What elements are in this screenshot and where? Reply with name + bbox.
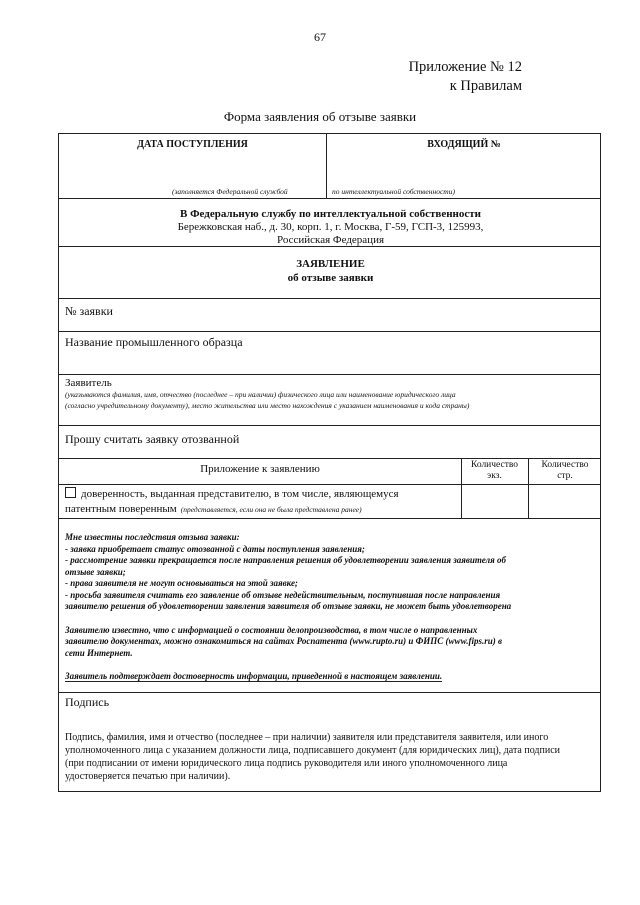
divider bbox=[59, 692, 600, 693]
signature-instructions-line-4: удостоверяется печатью при наличии). bbox=[65, 771, 231, 782]
design-name-field[interactable]: Название промышленного образца bbox=[65, 335, 243, 349]
date-received-label: ДАТА ПОСТУПЛЕНИЯ bbox=[137, 139, 248, 150]
attachment-item-line-2: патентным поверенным bbox=[65, 503, 177, 515]
notice-bullet-2b: отзыве заявки; bbox=[65, 566, 126, 577]
divider bbox=[59, 425, 600, 426]
statement-subtitle: об отзыве заявки bbox=[287, 272, 374, 284]
notice-bullet-4a: - просьба заявителя считать его заявление об отзыве недействительным, поступившая после направления bbox=[65, 589, 501, 600]
consequences-notice bbox=[65, 532, 597, 683]
divider bbox=[59, 518, 600, 519]
addressee-address-line-2: Российская Федерация bbox=[276, 234, 385, 246]
appendix-line-1: Приложение № 12 bbox=[408, 59, 522, 75]
application-number-field[interactable]: № заявки bbox=[65, 304, 113, 318]
form-title: Форма заявления об отзыве заявки bbox=[223, 109, 417, 124]
divider bbox=[59, 374, 600, 375]
attachment-item-note: (представляется, если она не была представлена ранее) bbox=[180, 505, 362, 514]
attachments-header: Приложение к заявлению bbox=[200, 463, 320, 475]
pages-header-line-2: стр. bbox=[557, 471, 573, 481]
notice-bullet-4b: заявителю решения об удовлетворении заявления заявителя об отзыве заявки, не может быть удовлетворена bbox=[65, 601, 512, 611]
notice-bullet-3: - права заявителя не могут основываться на этой заявке; bbox=[65, 578, 298, 588]
statement-title: ЗАЯВЛЕНИЕ bbox=[296, 258, 365, 270]
signature-instructions-line-2: уполномоченного лица с указанием должности лица, подписавшего документ (для юридических лиц), дата подписи bbox=[65, 745, 561, 756]
copies-header-line-1: Количество bbox=[470, 460, 519, 470]
divider bbox=[59, 484, 600, 485]
filled-by-note-left: (заполняется Федеральной службой bbox=[172, 187, 288, 196]
page-number: 67 bbox=[314, 30, 326, 44]
addressee-title: В Федеральную службу по интеллектуальной собственности bbox=[179, 208, 481, 220]
applicant-note-line-1: (указываются фамилия, имя, отчество (последнее – при наличии) физического лица или наименование юридического лица bbox=[65, 390, 456, 399]
signature-instructions-line-1: Подпись, фамилия, имя и отчество (последнее – при наличии) заявителя или представителя заявителя, или иного bbox=[65, 732, 549, 743]
notice-bullet-1: - заявка приобретает статус отозванной с даты поступления заявления; bbox=[65, 543, 365, 554]
divider bbox=[59, 198, 600, 199]
signature-label[interactable]: Подпись bbox=[65, 695, 110, 709]
notice-info-line-2: заявителю документах, можно ознакомиться на сайтах Роспатента (www.rupto.ru) и ФИПС (www.fips.ru) в bbox=[65, 636, 503, 646]
withdrawal-request: Прошу считать заявку отозванной bbox=[65, 432, 240, 446]
addressee-block bbox=[59, 208, 602, 247]
pages-column-header bbox=[528, 460, 602, 482]
appendix-reference bbox=[409, 58, 522, 96]
addressee-address-line-1: Бережковская наб., д. 30, корп. 1, г. Москва, Г-59, ГСП-3, 125993, bbox=[177, 221, 484, 233]
attachment-item-line-1: доверенность, выданная представителю, в том числе, являющемуся bbox=[81, 488, 399, 500]
power-of-attorney-checkbox[interactable] bbox=[65, 487, 76, 498]
notice-spacer bbox=[65, 659, 597, 671]
divider bbox=[59, 298, 600, 299]
copies-header-line-2: экз. bbox=[487, 471, 502, 481]
notice-info-line-1: Заявителю известно, что с информацией о состоянии делопроизводства, в том числе о направленных bbox=[65, 624, 478, 635]
copies-column-header bbox=[461, 460, 528, 482]
notice-info-line-3: сети Интернет. bbox=[65, 647, 133, 658]
filled-by-note-right: по интеллектуальной собственности) bbox=[332, 187, 455, 196]
notice-intro: Мне известны последствия отзыва заявки: bbox=[65, 532, 240, 542]
signature-instructions bbox=[65, 731, 599, 783]
attachment-item bbox=[65, 487, 461, 517]
notice-bullet-2a: - рассмотрение заявки прекращается после направления решения об удовлетворении заявления заявителя об bbox=[65, 555, 507, 565]
divider bbox=[59, 458, 600, 459]
applicant-note-line-2: (согласно учредительному документу), место жительства или место нахождения с указанием наименования и кода страны) bbox=[65, 401, 470, 410]
pages-header-line-1: Количество bbox=[541, 460, 589, 470]
applicant-field[interactable]: Заявитель bbox=[65, 377, 112, 389]
applicant-block bbox=[65, 378, 469, 411]
application-form bbox=[58, 133, 601, 792]
incoming-number-label: ВХОДЯЩИЙ № bbox=[427, 139, 501, 150]
confirmation-statement: Заявитель подтверждает достоверность информации, приведенной в настоящем заявлении. bbox=[65, 671, 443, 681]
appendix-line-2: к Правилам bbox=[449, 78, 522, 94]
notice-spacer bbox=[65, 613, 597, 625]
divider bbox=[59, 331, 600, 332]
statement-heading bbox=[59, 257, 602, 285]
signature-instructions-line-3: (при подписании от имени юридического лица подпись руководителя или иного уполномоченного лица bbox=[65, 758, 508, 769]
